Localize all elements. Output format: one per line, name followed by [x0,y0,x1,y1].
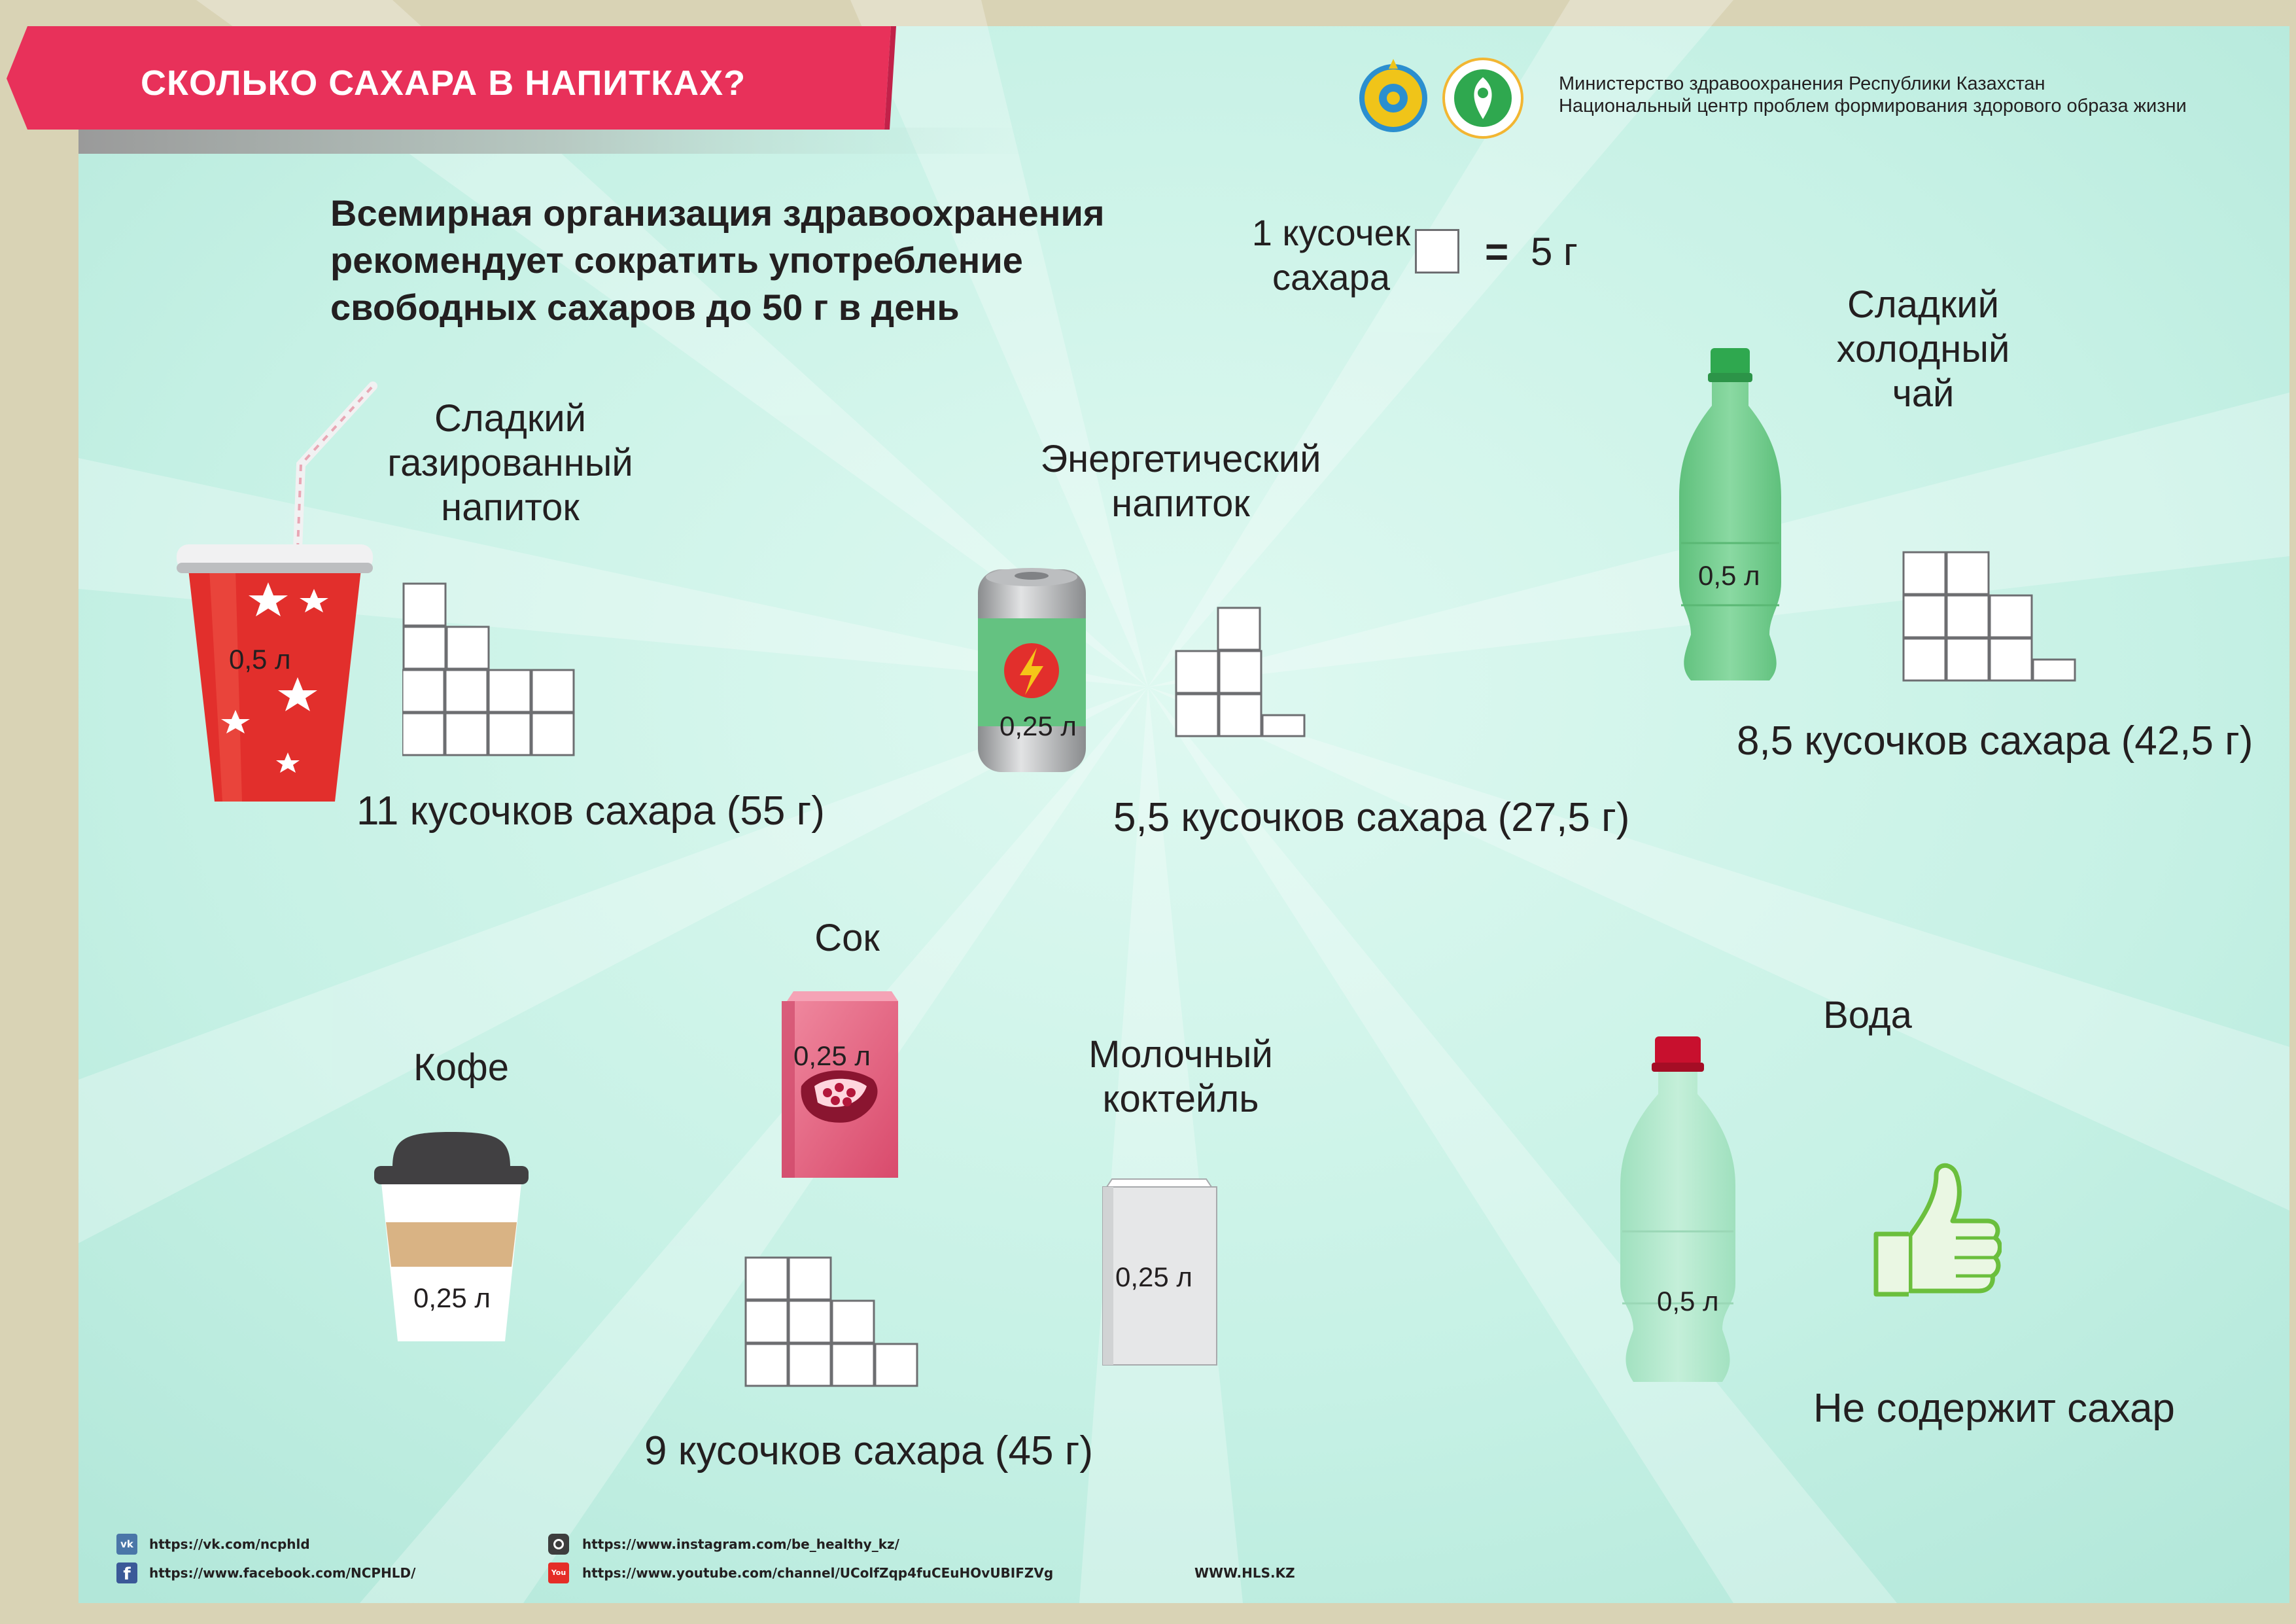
energy-volume: 0,25 л [1000,711,1077,741]
instagram-icon [548,1534,569,1555]
soda-name [366,397,654,530]
sugar-cube [1947,552,1989,594]
energy-sugar-count: 5,5 кусочков сахара (27,5 г) [1113,795,1630,840]
sugar-cube [832,1301,874,1343]
water-bottle-illustration [1612,1035,1743,1388]
soda-name-line-2: газированный [387,442,633,484]
sugar-cube-half [1262,715,1304,736]
site-link[interactable]: WWW.HLS.KZ [1194,1565,1295,1581]
vk-icon-label: vk [120,1538,133,1550]
water-name [1773,993,1962,1038]
water-name-line-1: Вода [1823,994,1912,1036]
intro-text [330,190,1105,331]
sugar-cube [1947,595,1989,637]
facebook-icon: f [116,1562,137,1583]
sugar-cube [447,627,489,669]
sugar-cube [1904,639,1945,680]
sugar-cube [445,713,487,755]
soda-name-line-3: напиток [441,486,580,529]
sugar-cube [875,1344,917,1386]
sugar-cube [1176,694,1218,736]
legend-line-2: сахара [1272,256,1390,298]
coffee-volume: 0,25 л [413,1282,491,1313]
sugar-cube [402,670,444,712]
milkshake-name [1073,1033,1289,1121]
tea-name [1818,283,2028,416]
sugar-cube-half [2033,660,2075,680]
energy-name-line-1: Энергетический [1040,438,1321,480]
tea-name-line-3: чай [1892,372,1955,415]
sugar-cube [532,713,574,755]
soda-cup-illustration [170,380,379,805]
facebook-link[interactable]: https://www.facebook.com/NCPHLD/ [149,1565,416,1581]
sugar-cube [404,627,445,669]
water-volume: 0,5 л [1657,1286,1719,1316]
soda-name-line-1: Сладкий [434,397,586,440]
thumbs-up-icon [1871,1157,2002,1307]
vk-link[interactable]: https://vk.com/ncphld [149,1536,310,1552]
soda-volume: 0,5 л [229,644,291,675]
sugar-cube [404,584,445,626]
ministry-name: Министерство здравоохранения Республики Казахстан [1559,73,2045,94]
milkshake-name-line-2: коктейль [1102,1078,1259,1120]
sugar-cube [746,1258,788,1299]
kazakhstan-emblem-icon [1357,56,1429,141]
youtube-link[interactable]: https://www.youtube.com/channel/UColfZqp4fuCEuHOvUBIFZVg [582,1565,1054,1581]
sugar-cube [746,1344,788,1386]
water-note: Не содержит сахар [1813,1386,2175,1431]
sugar-cube [789,1258,831,1299]
legend-value: 5 г [1531,230,1578,274]
sugar-cube [789,1301,831,1343]
energy-name [1020,437,1341,526]
coffee-name-line-1: Кофе [413,1046,510,1089]
vk-icon [116,1534,137,1555]
energy-name-line-2: напиток [1111,482,1250,525]
juice-volume: 0,25 л [793,1040,871,1071]
sugar-cube [789,1344,831,1386]
instagram-link[interactable]: https://www.instagram.com/be_healthy_kz/ [582,1536,899,1552]
center-name: Национальный центр проблем формирования здорового образа жизни [1559,96,2187,116]
sugar-cube-icon [1415,229,1459,274]
sugar-cube [1176,651,1218,693]
sugar-cube [532,670,574,712]
intro-line-3: свободных сахаров до 50 г в день [330,287,960,328]
sugar-cube [1218,608,1260,650]
sugar-cube [832,1344,874,1386]
sugar-cube [1947,639,1989,680]
tea-sugar-cubes [1902,551,2084,692]
sugar-cube [1219,651,1261,693]
sugar-cube [445,670,487,712]
intro-line-1: Всемирная организация здравоохранения [330,192,1105,234]
juice-name [752,916,942,961]
tea-bottle-illustration [1671,347,1789,694]
poster-title: СКОЛЬКО САХАРА В НАПИТКАХ? [141,63,746,103]
sugar-cube [489,670,531,712]
juice-box-illustration [775,988,903,1178]
juice-sugar-cubes [744,1256,926,1395]
milkshake-name-line-1: Молочный [1088,1033,1273,1076]
tea-volume: 0,5 л [1698,560,1760,591]
juice-sugar-count: 9 кусочков сахара (45 г) [644,1428,1093,1474]
energy-can-illustration [971,563,1092,779]
milkshake-volume: 0,25 л [1115,1262,1192,1292]
ncphld-logo-icon [1442,58,1524,139]
energy-sugar-cubes [1175,607,1312,747]
sugar-cube [489,713,531,755]
sugar-cube [1219,694,1261,736]
legend-equals: = [1485,230,1509,275]
intro-line-2: рекомендует сократить употребление [330,239,1023,281]
sugar-cube [1904,595,1945,637]
coffee-name [366,1046,556,1090]
tea-name-line-1: Сладкий [1847,283,1999,326]
youtube-icon-label: You [551,1568,566,1577]
sugar-cube [1990,639,2032,680]
tea-sugar-count: 8,5 кусочков сахара (42,5 г) [1737,718,2253,764]
juice-name-line-1: Сок [814,917,880,959]
sugar-cube [1990,595,2032,637]
legend-label [1236,211,1426,300]
sugar-cube [402,713,444,755]
legend-line-1: 1 кусочек [1251,212,1411,253]
sugar-cube [1904,552,1945,594]
tea-name-line-2: холодный [1836,328,2010,370]
sugar-cube [746,1301,788,1343]
soda-sugar-count: 11 кусочков сахара (55 г) [357,788,825,834]
soda-sugar-cubes [402,582,582,766]
youtube-icon [548,1562,569,1583]
